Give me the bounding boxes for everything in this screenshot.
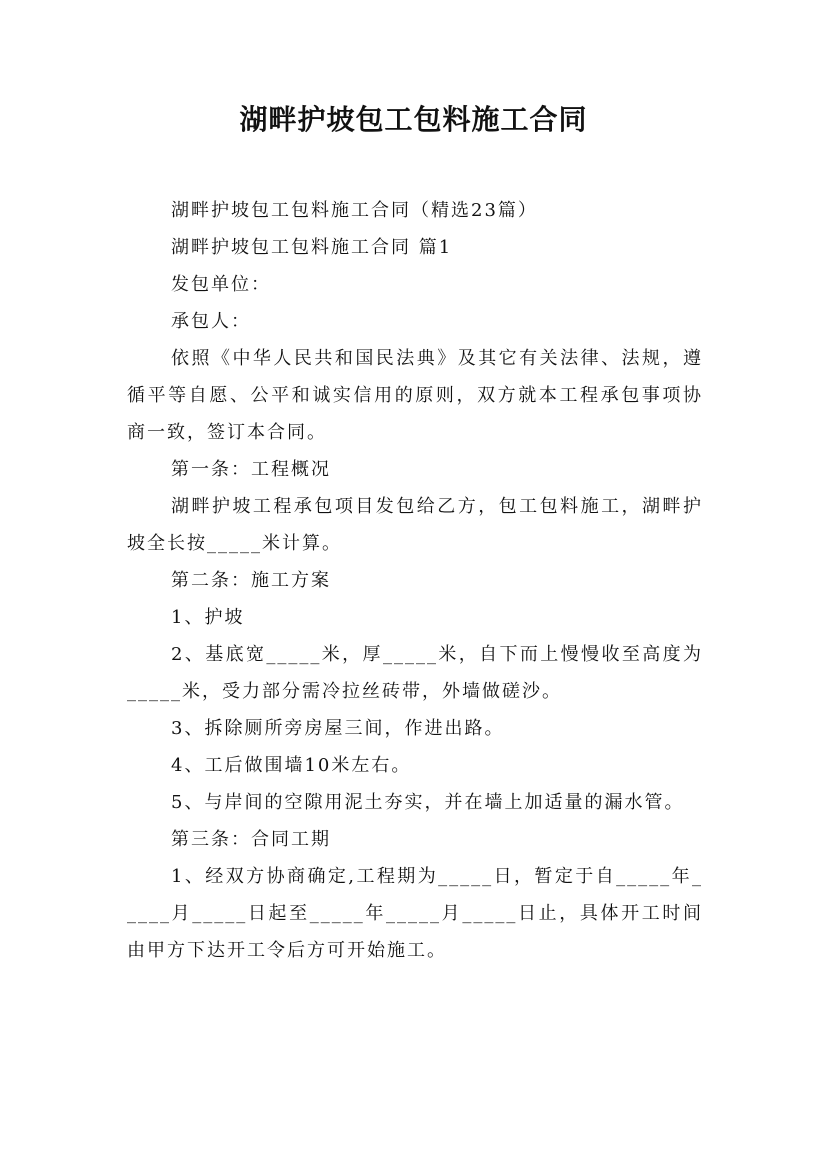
paragraph-preamble: 依照《中华人民共和国民法典》及其它有关法律、法规，遵循平等自愿、公平和诚实信用的原则，双方就本工程承包事项协商一致，签订本合同。: [127, 348, 703, 443]
document-title: 湖畔护坡包工包料施工合同: [239, 103, 588, 136]
paragraph-article-1-heading: 第一条：工程概况: [171, 459, 331, 480]
paragraph-item-3: 3、拆除厕所旁房屋三间，作进出路。: [171, 718, 505, 739]
paragraph-article-3-heading: 第三条：合同工期: [171, 829, 331, 850]
paragraph-section-heading: 湖畔护坡包工包料施工合同 篇1: [171, 237, 453, 258]
paragraph-item-4: 4、工后做围墙10米左右。: [171, 755, 412, 776]
paragraph-subtitle: 湖畔护坡包工包料施工合同（精选23篇）: [171, 200, 538, 221]
document-body: [127, 192, 703, 969]
paragraph-item-1: 1、护坡: [171, 607, 245, 628]
paragraph-article-3-item-1: 1、经双方协商确定,工程期为_____日，暂定于自_____年_____月_____日起至_____年_____月_____日止，具体开工时间由甲方下达开工令后方可开始施工。: [127, 866, 703, 961]
paragraph-article-2-heading: 第二条：施工方案: [171, 570, 331, 591]
paragraph-article-1-body: 湖畔护坡工程承包项目发包给乙方，包工包料施工，湖畔护坡全长按_____米计算。: [127, 496, 703, 554]
paragraph-employer: 发包单位：: [171, 274, 271, 295]
paragraph-contractor: 承包人：: [171, 311, 251, 332]
paragraph-item-5: 5、与岸间的空隙用泥土夯实，并在墙上加适量的漏水管。: [171, 792, 685, 813]
paragraph-item-2: 2、基底宽_____米，厚_____米，自下而上慢慢收至高度为_____米，受力部分需冷拉丝砖带，外墙做磋沙。: [127, 644, 703, 702]
